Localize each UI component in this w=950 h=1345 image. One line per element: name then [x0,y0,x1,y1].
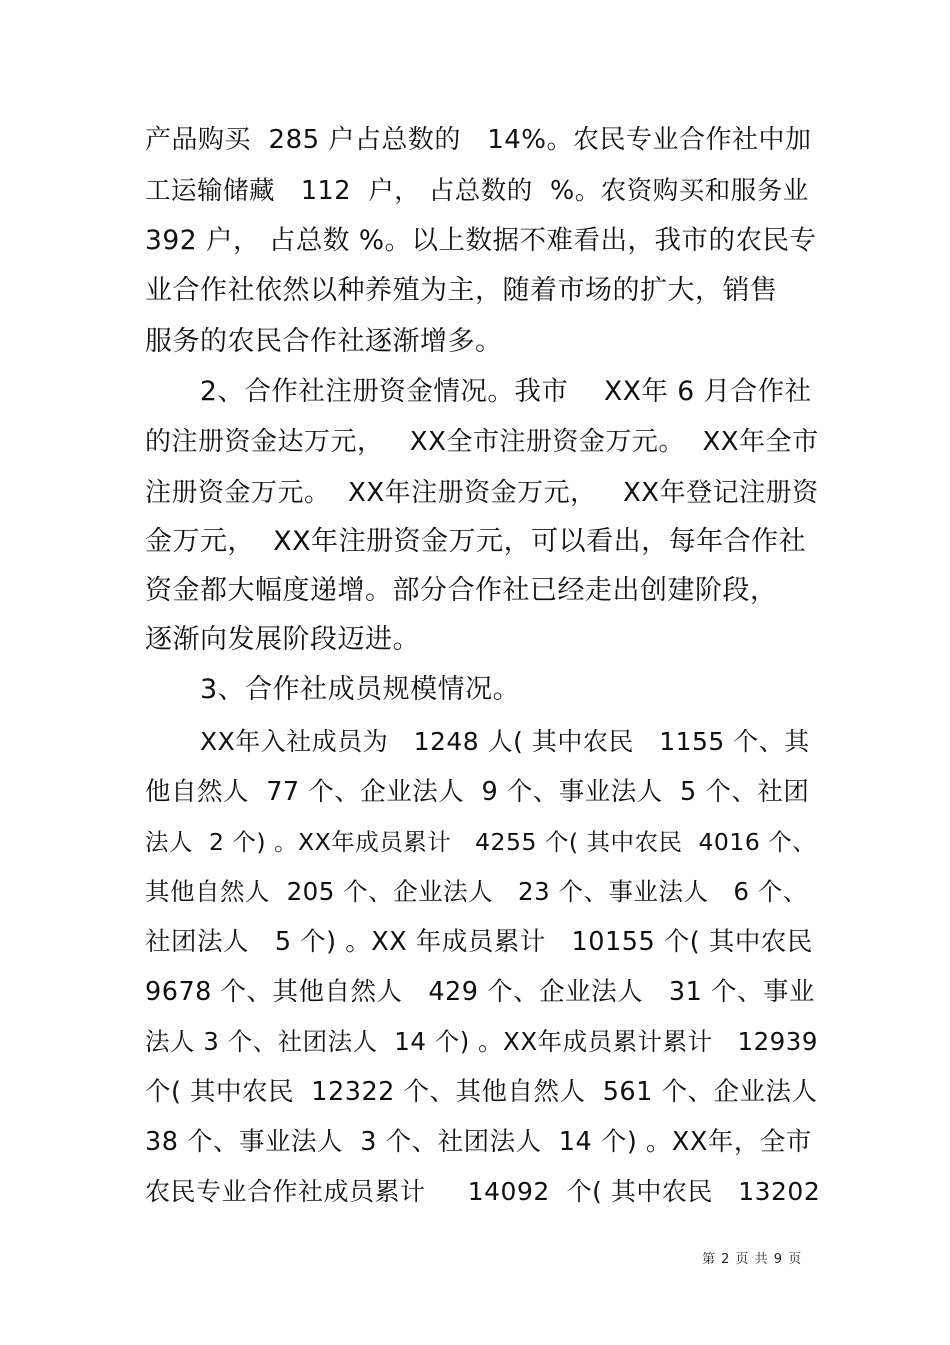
text-line: 社团法人 5 个) 。XX 年成员累计 10155 个( 其中农民 [145,927,813,957]
text-line: 个( 其中农民 12322 个、其他自然人 561 个、企业法人 [145,1077,818,1107]
text-line: 资金都大幅度递增。部分合作社已经走出创建阶段， [145,575,778,606]
text-line: 业合作社依然以种养殖为主，随着市场的扩大，销售 [145,275,778,306]
text-line: 3、合作社成员规模情况。 [200,674,521,705]
text-line: 2、合作社注册资金情况。我市 XX年 6 月合作社 [200,376,812,407]
text-line: 392 户， 占总数 %。以上数据不难看出，我市的农民专 [145,225,817,256]
text-line: 农民专业合作社成员累计 14092 个( 其中农民 13202 [145,1177,821,1206]
text-line: 产品购买 285 户占总数的 14%。农民专业合作社中加 [145,125,812,155]
text-line: XX年入社成员为 1248 人( 其中农民 1155 个、其 [200,727,810,756]
text-line: 的注册资金达万元， XX全市注册资金万元。 XX年全市 [145,427,819,457]
text-line: 法人 3 个、社团法人 14 个) 。XX年成员累计累计 12939 [145,1027,818,1056]
text-line: 其他自然人 205 个、企业法人 23 个、事业法人 6 个、 [145,877,808,906]
page-number-footer: 第 2 页 共 9 页 [702,1252,803,1267]
text-line: 逐渐向发展阶段迈进。 [145,624,420,655]
text-line: 他自然人 77 个、企业法人 9 个、事业法人 5 个、社团 [145,777,810,807]
text-line: 法人 2 个) 。XX年成员累计 4255 个( 其中农民 4016 个、 [145,828,817,856]
text-line: 9678 个、其他自然人 429 个、企业法人 31 个、事业 [145,977,815,1007]
text-line: 38 个、事业法人 3 个、社团法人 14 个) 。XX年，全市 [145,1127,812,1157]
text-line: 服务的农民合作社逐渐增多。 [145,326,503,357]
text-line: 工运输储藏 112 户， 占总数的 %。农资购买和服务业 [145,176,809,206]
text-line: 金万元， XX年注册资金万元，可以看出，每年合作社 [145,526,807,557]
text-line: 注册资金万元。 XX年注册资金万元， XX年登记注册资 [145,478,819,508]
